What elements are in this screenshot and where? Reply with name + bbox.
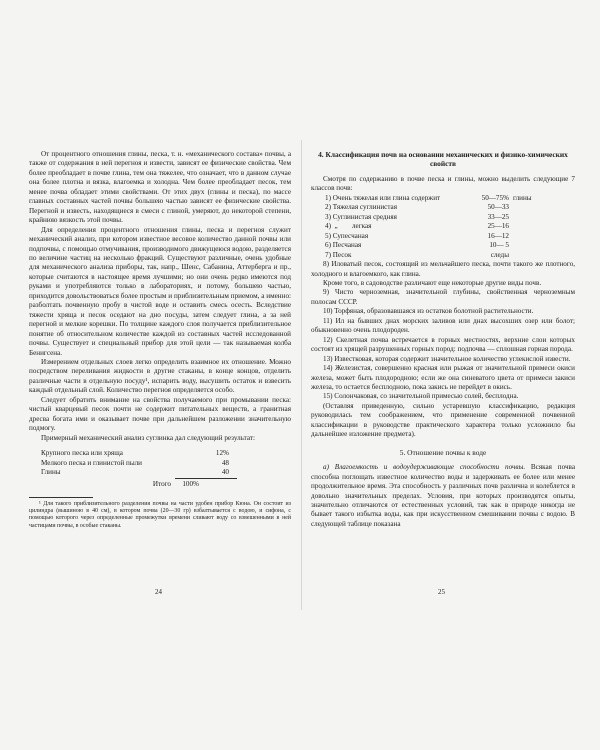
section-5-heading: 5. Отношение почвы к воде	[399, 447, 487, 457]
class-range: 16—12	[487, 231, 509, 240]
class-range: 50—33	[487, 203, 509, 212]
right-paragraph-9: 15) Солончаковая, со значительной примесью солей, бесплодна.	[323, 392, 519, 401]
class-label: 7) Песок	[325, 250, 352, 259]
left-page-number: 24	[155, 588, 162, 596]
class-label: 6) Песчаная	[325, 241, 362, 250]
row-label: Глины	[41, 467, 61, 476]
right-paragraph-5: 11) Ил на бывших днах морских заливов или днах высохших озер или болот; обыкновенно очень плодороден.	[311, 316, 575, 335]
right-paragraph-3: 9) Чисто черноземная, значительной глубины, свойственная черноземным полосам СССР.	[311, 288, 575, 306]
class-label: 1) Очень тяжелая или глина содержит	[325, 193, 441, 202]
left-paragraph-5: Примерный механический анализ суглинка дал следующий результат:	[41, 433, 255, 442]
class-label: 3) Суглинистая средняя	[325, 212, 397, 221]
list-item	[311, 203, 575, 212]
footnote-rule	[29, 497, 93, 498]
total-rule	[175, 478, 237, 479]
class-range: следы	[490, 250, 509, 259]
class-label: 5) Супесчаная	[325, 231, 369, 240]
table-total-row	[29, 480, 291, 489]
section-4-heading: 4. Классификация почв на основании механических и физико-химических свойств	[318, 150, 568, 168]
mechanical-analysis-table	[29, 449, 291, 490]
row-value: 12%	[215, 449, 229, 458]
left-paragraph-1: От процентного отношения глины, песка, т. н. «механического состава» почвы, а также от содержания в ней перегноя и извести, зависят ее физические свойства. Чем более преобладает в почве глина, тем она тяжелее, что означает, что в данном случае она более плотна и вязка, влагоемка и холодна. Чем более преобладает песок, тем менее почва обладает этими свойствами. От этих двух (глины и песка), по массе главных составных частей почвы большею частью зависят ее физические свойства. Перегной и известь, находящиеся в смеси с глиной, умеряют, до некоторой степени, крайнюю вязкость этой почвы.	[29, 150, 291, 225]
left-page	[29, 150, 291, 590]
right-paragraph-4: 10) Торфяная, образовавшаяся из остатков болотной растительности.	[323, 307, 534, 316]
table-row	[29, 449, 291, 458]
right-paragraph-7: 13) Известковая, которая содержит значительное количество углекислой извести.	[323, 354, 571, 363]
table-row	[29, 468, 291, 477]
left-paragraph-4: Следует обратить внимание на свойства получаемого при промывании песка: чистый кварцевый песок почти не содержит питательных веществ, а гранитная дресва богата ими и оказывает почве при дальнейшем разложении значительную подмогу.	[29, 395, 291, 433]
section-5-subheading: а) Влагоемкость и водоудерживающие способности почвы.	[323, 463, 526, 472]
list-item	[311, 222, 575, 231]
row-label: Крупного песка или хряща	[41, 449, 123, 458]
class-unit: глины	[513, 193, 532, 202]
class-label: 4) „ легкая	[325, 222, 372, 231]
footnote: ¹ Для такого приблизительного разделения почвы на части удобен прибор Кюна. Он состоит из цилиндра (вышиною в 40 см), в котором почва (20—30 гр) взбалтывается с водою, и сифона, с помощью которого через определенные промежутки времени сливают воду со взвешенными в ней частицами почвы, в особые стаканы.	[29, 500, 291, 529]
list-item	[311, 194, 575, 203]
class-range: 33—25	[487, 212, 509, 221]
left-paragraph-2: Для определения процентного отношения глины, песка и перегноя служит механический анализ, при котором известное весовое количество данной почвы или подпочвы, с помощью отмучивания, производимого движущеюся водою, разделяется по величине частиц на несколько фракций. Существуют различные, очень удобные для механического анализа приборы, так, напр., Шенс, Сабанина, Аттерберга и пр., которые считаются в настоящее время лучшими; но они очень редко имеются под руками и употребляются только в лабораториях, и потому, большею частью, приходится довольствоваться более простым и приблизительным приемом, а именно: разболтать почвенную пробу в чистой воде и оставить смесь осесть. Вследствие тяжести хряща и песок оседают на дно посуды, затем следует глина, а за ней перегной и мелкие корешки. По толщине каждого слоя получается приблизительное понятие об относительном количестве каждой из составных частей исследованной почвы. Существует и специальный прибор для этой цели — так называемая колба Бенигсена.	[29, 225, 291, 357]
right-paragraph-2: Кроме того, в садоводстве различают еще некоторые другие виды почв.	[323, 278, 542, 287]
class-range: 25—16	[487, 222, 509, 231]
soil-classes-list	[311, 194, 575, 260]
right-page	[311, 150, 575, 590]
row-value: 48	[221, 458, 229, 467]
total-label: Итого	[152, 480, 171, 489]
table-row	[29, 459, 291, 468]
class-range: 50—75%	[481, 193, 509, 202]
list-item	[311, 241, 575, 250]
classes-intro: Смотря по содержанию в почве песка и глины, можно выделить следующие 7 классов почв:	[311, 175, 575, 193]
row-value: 40	[221, 467, 229, 476]
list-item	[311, 251, 575, 260]
section-5-body	[311, 463, 575, 529]
page-gutter	[301, 140, 302, 610]
class-label: 2) Тяжелая суглинистая	[325, 203, 397, 212]
total-value: 100%	[182, 480, 199, 489]
list-item	[311, 213, 575, 222]
row-label: Мелкого песка и глинистой пыли	[41, 458, 142, 467]
right-paragraph-10: (Оставляя приведенную, сильно устаревшую классификацию, редакция руководилась тем соображением, что применение современной почвенной классификации в руководстве практического характера только усложнило бы дальнейшее изложение предмета).	[311, 401, 575, 439]
class-range: 10— 5	[489, 241, 509, 250]
section-5-text: Всякая почва способна поглощать известное количество воды и задерживать ее более или менее продолжительное время. Эта способность у различных почв различна и колеблется в довольно значительных пределах. Условия, при которых производятся опыты, значительно отличаются от естественных условий, так как в природе никогда не бывает такого избытка воды, как при искусственном смешивании почвы с водою. В следующей таблице показана	[311, 463, 575, 528]
right-paragraph-1: 8) Иловатый песок, состоящий из мельчайшего песка, почти такого же плотного, холодного и влагоемкого, как глина.	[311, 260, 575, 278]
list-item	[311, 232, 575, 241]
left-paragraph-3: Измерением отдельных слоев легко определить взаимное их отношение. Можно посредством переливания жидкости в другие стаканы, в конце концов, отделить различные части в отдельную посуду¹, испарить воду, высушить остаток и взвесить каждый отдельный слой. Количество перегноя определяется особо.	[29, 357, 291, 395]
right-page-number: 25	[438, 588, 445, 596]
right-paragraph-6: 12) Скелетная почва встречается в горных местностях, верхние слои которых состоят из хрящей разрушенных горных пород: подпочва — сплошная горная порода.	[311, 335, 575, 354]
right-paragraph-8: 14) Железистая, совершенно красная или рыжая от значительной примеси окиси железа, может быть плодородною; если же она синеватого цвета от примеси закиси железа, то остается бесплодною, пока закись не перейдет в окись.	[311, 364, 575, 391]
